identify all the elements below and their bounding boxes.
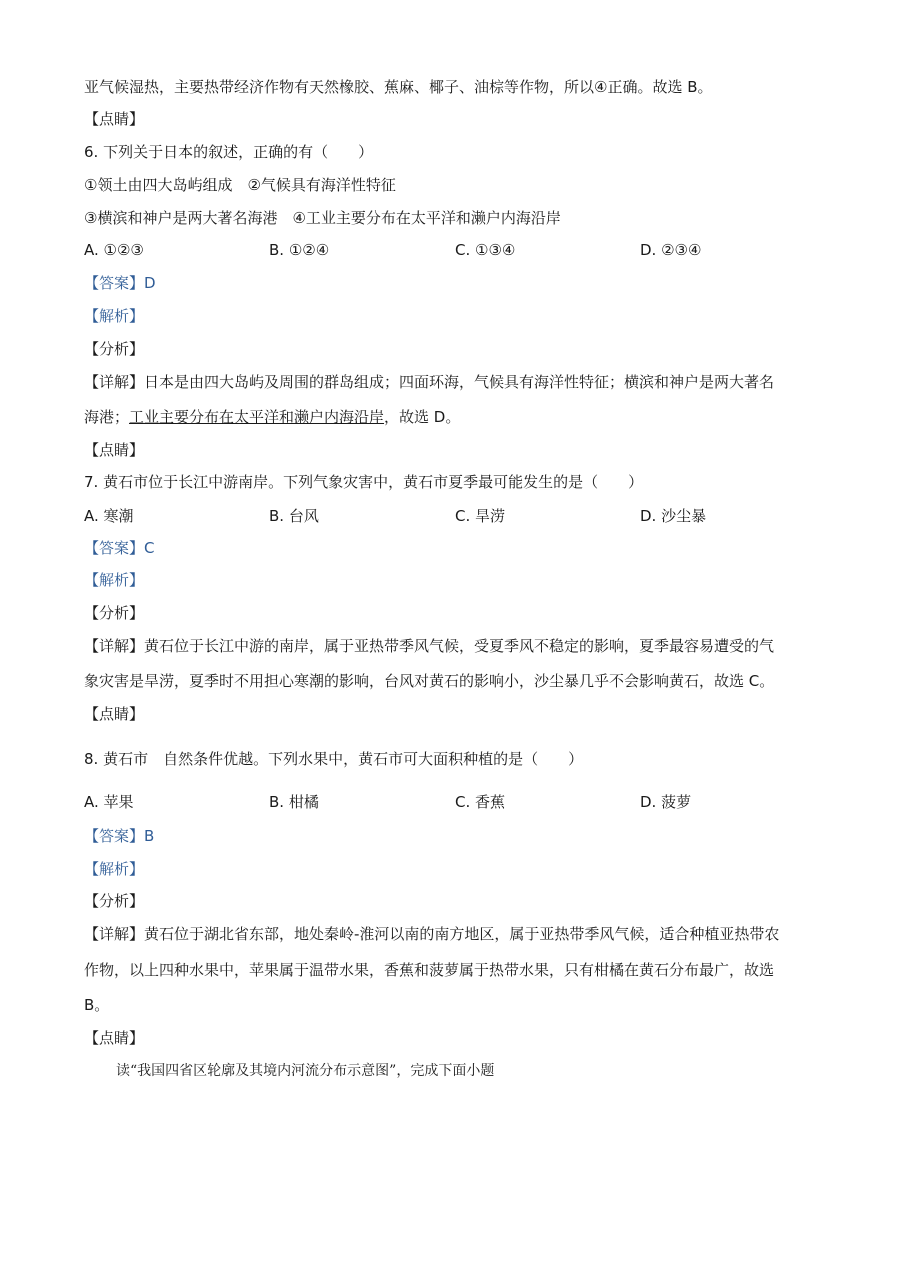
q7-dianjing-label: 【点睛】: [84, 705, 145, 723]
prev-dianjing-label: 【点睛】: [84, 110, 145, 128]
q7-detail-line-2: 象灾害是旱涝，夏季时不用担心寒潮的影响，台风对黄石的影响小，沙尘暴几乎不会影响黄石，故选 C。: [84, 672, 775, 690]
q8-option-c: C. 香蕉: [455, 793, 506, 811]
q6-stem: 6. 下列关于日本的叙述，正确的有（ ）: [84, 143, 374, 161]
q8-dianjing-label: 【点睛】: [84, 1029, 145, 1047]
q7-stem: 7. 黄石市位于长江中游南岸。下列气象灾害中，黄石市夏季最可能发生的是（ ）: [84, 473, 644, 491]
q6-detail-line-1: 【详解】日本是由四大岛屿及周围的群岛组成；四面环海，气候具有海洋性特征；横滨和神户是两大著名: [84, 373, 775, 391]
q7-option-a: A. 寒潮: [84, 507, 134, 525]
q7-detail-line-1: 【详解】黄石位于长江中游的南岸，属于亚热带季风气候，受夏季风不稳定的影响，夏季最容易遭受的气: [84, 637, 775, 655]
q7-answer: 【答案】C: [84, 539, 155, 557]
q6-detail-2-underlined: 工业主要分布在太平洋和濑户内海沿岸: [129, 408, 385, 426]
q7-fenxi-label: 【分析】: [84, 604, 145, 622]
q6-answer: 【答案】D: [84, 274, 156, 292]
q6-detail-2-tail: ，故选 D。: [384, 408, 461, 426]
q8-option-d: D. 菠萝: [640, 793, 692, 811]
q7-option-b: B. 台风: [269, 507, 319, 525]
q8-stem: 8. 黄石市 自然条件优越。下列水果中，黄石市可大面积种植的是（ ）: [84, 750, 584, 768]
q6-statement-1-2: ①领土由四大岛屿组成 ②气候具有海洋性特征: [84, 176, 396, 194]
q6-fenxi-label: 【分析】: [84, 340, 145, 358]
q8-answer: 【答案】B: [84, 827, 155, 845]
q6-jiexi-label: 【解析】: [84, 307, 145, 325]
q8-jiexi-label: 【解析】: [84, 860, 145, 878]
q8-option-a: A. 苹果: [84, 793, 134, 811]
q7-option-d: D. 沙尘暴: [640, 507, 707, 525]
q8-detail-line-1: 【详解】黄石位于湖北省东部，地处秦岭-淮河以南的南方地区，属于亚热带季风气候，适合种植亚热带农: [84, 925, 780, 943]
q8-fenxi-label: 【分析】: [84, 892, 145, 910]
q6-option-c: C. ①③④: [455, 241, 516, 259]
q6-statement-3-4: ③横滨和神户是两大著名海港 ④工业主要分布在太平洋和濑户内海沿岸: [84, 209, 561, 227]
q8-detail-line-2: 作物，以上四种水果中，苹果属于温带水果，香蕉和菠萝属于热带水果，只有柑橘在黄石分布最广，故选: [84, 961, 775, 979]
q6-option-a: A. ①②③: [84, 241, 144, 259]
q8-detail-line-3: B。: [84, 996, 110, 1014]
q6-detail-line-2: [84, 407, 460, 427]
q6-detail-2-lead: 海港；: [84, 408, 130, 426]
next-group-intro: 读“我国四省区轮廓及其境内河流分布示意图”，完成下面小题: [116, 1063, 495, 1079]
q6-option-b: B. ①②④: [269, 241, 330, 259]
q6-option-d: D. ②③④: [640, 241, 702, 259]
q6-dianjing-label: 【点睛】: [84, 441, 145, 459]
prev-answer-tail: 亚气候湿热，主要热带经济作物有天然橡胶、蕉麻、椰子、油棕等作物，所以④正确。故选 B。: [84, 78, 713, 96]
q7-jiexi-label: 【解析】: [84, 571, 145, 589]
q8-option-b: B. 柑橘: [269, 793, 319, 811]
q7-option-c: C. 旱涝: [455, 507, 506, 525]
